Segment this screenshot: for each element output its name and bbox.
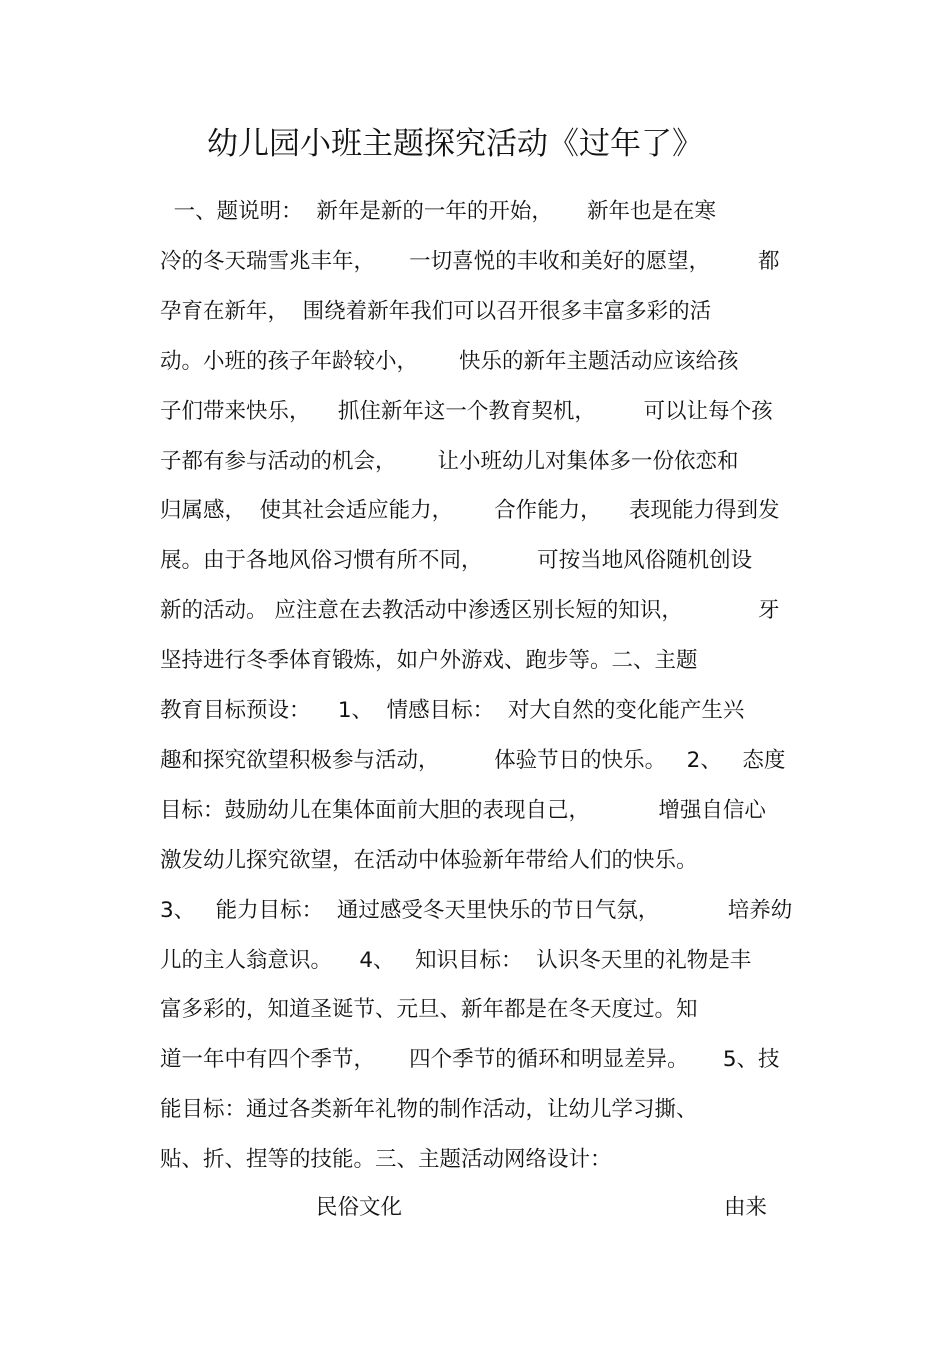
body-line: 激发幼儿探究欲望，在活动中体验新年带给人们的快乐。 (160, 848, 698, 873)
body-line: 子都有参与活动的机会， 让小班幼儿对集体多一份依恋和 (160, 449, 739, 474)
body-line: 一、题说明： 新年是新的一年的开始， 新年也是在寒 (160, 199, 717, 224)
body-line: 目标：鼓励幼儿在集体面前大胆的表现自己， 增强自信心 (160, 798, 766, 823)
body-line: 归属感， 使其社会适应能力， 合作能力， 表现能力得到发 (160, 498, 780, 523)
body-line: 新的活动。 应注意在去教活动中渗透区别长短的知识， 牙 (160, 598, 780, 623)
network-node-folk-culture: 民俗文化 (316, 1195, 403, 1220)
body-line: 3、 能力目标： 通过感受冬天里快乐的节日气氛， 培养幼 (160, 898, 793, 923)
network-node-origin: 由来 (724, 1195, 768, 1220)
body-line: 冷的冬天瑞雪兆丰年， 一切喜悦的丰收和美好的愿望， 都 (160, 249, 780, 274)
body-line: 富多彩的，知道圣诞节、元旦、新年都是在冬天度过。知 (160, 997, 698, 1022)
body-line: 能目标：通过各类新年礼物的制作活动，让幼儿学习撕、 (160, 1097, 698, 1122)
body-line: 展。由于各地风俗习惯有所不同， 可按当地风俗随机创设 (160, 548, 753, 573)
body-line: 动。小班的孩子年龄较小， 快乐的新年主题活动应该给孩 (160, 349, 739, 374)
body-line: 贴、折、捏等的技能。三、主题活动网络设计： (160, 1147, 612, 1172)
body-line: 道一年中有四个季节， 四个季节的循环和明显差异。 5、技 (160, 1047, 780, 1072)
body-line: 教育目标预设： 1、 情感目标： 对大自然的变化能产生兴 (160, 698, 745, 723)
document-title: 幼儿园小班主题探究活动《过年了》 (207, 126, 703, 162)
body-line: 孕育在新年， 围绕着新年我们可以召开很多丰富多彩的活 (160, 299, 712, 324)
body-line: 坚持进行冬季体育锻炼，如户外游戏、跑步等。二、主题 (160, 648, 698, 673)
body-line: 子们带来快乐， 抓住新年这一个教育契机， 可以让每个孩 (160, 399, 773, 424)
body-line: 儿的主人翁意识。 4、 知识目标： 认识冬天里的礼物是丰 (160, 948, 752, 973)
body-line: 趣和探究欲望积极参与活动， 体验节日的快乐。 2、 态度 (160, 748, 786, 773)
